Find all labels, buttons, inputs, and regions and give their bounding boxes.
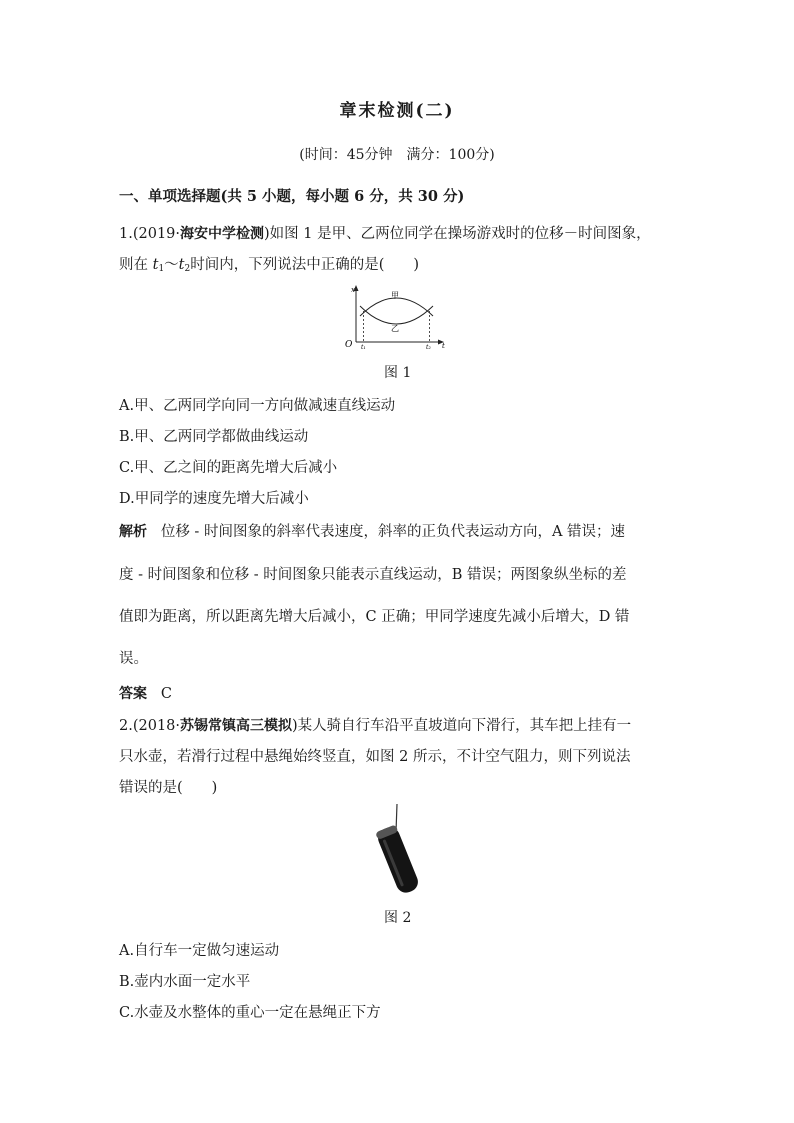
- answer-line: [119, 683, 172, 703]
- question-1-source: 海安中学检测: [180, 226, 265, 242]
- question-1-option-a: A.甲、乙两同学向同一方向做减速直线运动: [119, 398, 396, 414]
- answer-label: 答案: [119, 686, 147, 702]
- figure-2-caption: 图 2: [384, 910, 412, 926]
- question-2-option-a: A.自行车一定做匀速运动: [119, 943, 280, 959]
- question-1-option-b: B.甲、乙两同学都做曲线运动: [119, 429, 309, 445]
- curve-jia: [360, 298, 433, 316]
- analysis-line-4: 误。: [119, 651, 148, 667]
- curve-label-jia: 甲: [391, 291, 399, 300]
- analysis-line-3: 值即为距离，所以距离先增大后减小，C 正确；甲同学速度先减小后增大，D 错: [119, 609, 630, 625]
- question-1-line-2: 则在 $t_1\sim t_2$时间内，下列说法中正确的是( ): [119, 257, 420, 274]
- analysis-line-2: 度 - 时间图象和位移 - 时间图象只能表示直线运动，B 错误；两图象纵坐标的差: [119, 567, 627, 583]
- page-title: 章末检测(二): [339, 101, 455, 121]
- exam-time-score: (时间：45分钟 满分：100分): [299, 147, 495, 163]
- axis-label-x: x: [351, 286, 355, 294]
- axis-label-t: t: [442, 342, 445, 350]
- question-2-line-3: 错误的是( ): [119, 780, 218, 796]
- analysis-line-1: 解析 位移 - 时间图象的斜率代表速度，斜率的正负代表运动方向，A 错误；速: [119, 524, 626, 540]
- origin-label: O: [345, 340, 353, 350]
- answer-value: C: [160, 686, 172, 702]
- figure-1-caption: 图 1: [384, 365, 412, 381]
- curve-yi: [360, 306, 433, 324]
- analysis-label: 解析: [119, 524, 147, 540]
- question-2-option-b: B.壶内水面一定水平: [119, 974, 251, 990]
- question-2-line-1: 2.(2018·苏锡常镇高三模拟)某人骑自行车沿平直坡道向下滑行，其车把上挂有一: [119, 718, 632, 734]
- question-1-option-d: D.甲同学的速度先增大后减小: [119, 491, 309, 507]
- question-2-source: 苏锡常镇高三模拟: [180, 718, 293, 734]
- tick-label-t2: t₂: [426, 344, 431, 350]
- curve-label-yi: 乙: [391, 324, 399, 333]
- figure-2-water-bottle: [366, 802, 430, 898]
- question-1-option-c: C.甲、乙之间的距离先增大后减小: [119, 460, 338, 476]
- question-2-option-c: C.水壶及水整体的重心一定在悬绳正下方: [119, 1005, 381, 1021]
- water-bottle: [375, 824, 421, 895]
- tick-label-t1: t₁: [361, 344, 366, 350]
- section-heading: 一、单项选择题(共 5 小题，每小题 6 分，共 30 分): [119, 188, 465, 205]
- question-1-line-1: 1.(2019·海安中学检测)如图 1 是甲、乙两位同学在操场游戏时的位移－时间图象，: [119, 226, 651, 242]
- figure-1-graph: [340, 284, 450, 350]
- question-2-line-2: 只水壶，若滑行过程中悬绳始终竖直，如图 2 所示，不计空气阻力，则下列说法: [119, 749, 631, 765]
